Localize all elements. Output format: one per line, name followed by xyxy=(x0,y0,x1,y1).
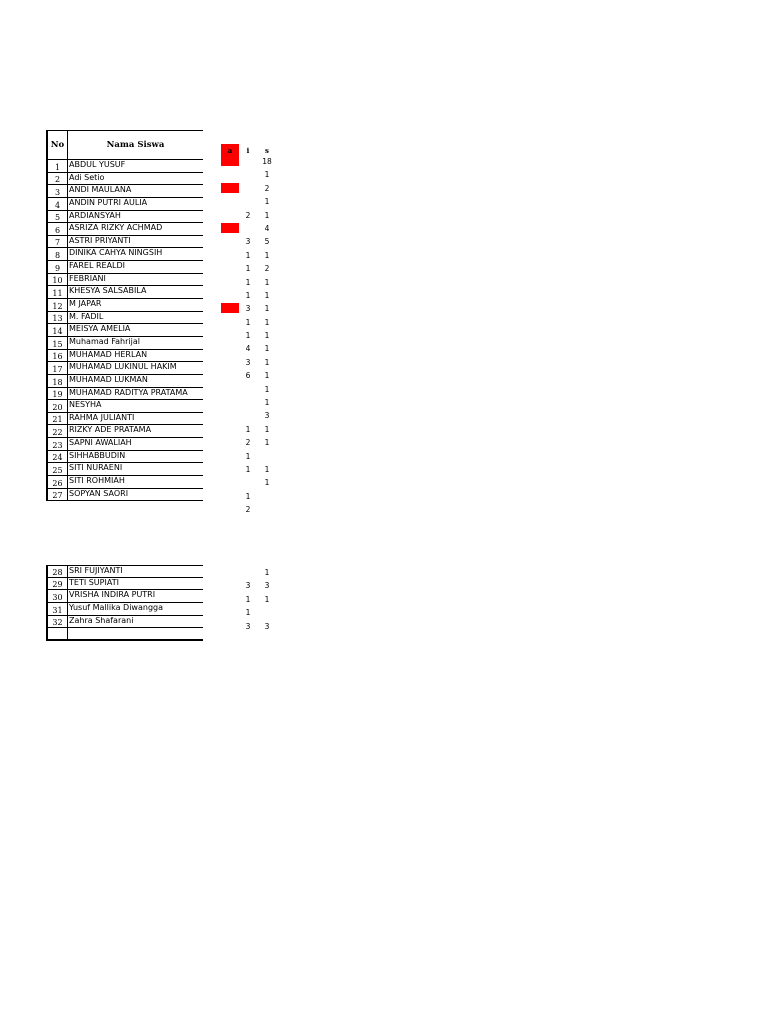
absent-mark xyxy=(221,277,239,287)
table-row xyxy=(46,350,203,363)
student-name: ARDIANSYAH xyxy=(69,210,121,220)
student-name: ANDI MAULANA xyxy=(69,185,132,195)
row-number: 26 xyxy=(48,476,68,488)
row-number: 32 xyxy=(48,616,68,628)
absent-mark xyxy=(221,250,239,260)
stats-row xyxy=(221,593,281,606)
stats-row xyxy=(221,182,281,195)
izin-count: 1 xyxy=(245,250,251,260)
stats-header-s: s xyxy=(265,146,269,155)
stats-row xyxy=(221,168,281,181)
absent-mark xyxy=(221,424,239,434)
absent-mark xyxy=(221,504,239,514)
student-name: Zahra Shafarani xyxy=(69,615,134,625)
student-name: MUHAMAD LUKMAN xyxy=(69,374,148,384)
student-name: M JAPAR xyxy=(69,299,102,309)
izin-count: 2 xyxy=(245,438,251,448)
row-number: 20 xyxy=(48,400,68,412)
row-number: 7 xyxy=(48,236,68,248)
stats-row xyxy=(221,302,281,315)
table-row xyxy=(46,261,203,274)
absent-mark xyxy=(221,210,239,220)
table-row xyxy=(46,173,203,186)
row-number: 23 xyxy=(48,438,68,450)
stats-row xyxy=(221,342,281,355)
absent-mark xyxy=(221,156,239,166)
row-number: 14 xyxy=(48,324,68,336)
row-number: 19 xyxy=(48,388,68,400)
table-row xyxy=(46,413,203,426)
row-number: 24 xyxy=(48,451,68,463)
izin-count: 1 xyxy=(245,594,251,604)
sakit-count: 18 xyxy=(262,157,272,166)
izin-count: 3 xyxy=(245,357,251,367)
sakit-count: 3 xyxy=(264,621,270,631)
sakit-count: 2 xyxy=(264,183,270,193)
row-number: 15 xyxy=(48,337,68,349)
sakit-count: 1 xyxy=(264,424,270,434)
stats-row xyxy=(221,155,281,168)
absent-mark xyxy=(221,290,239,300)
stats-row xyxy=(221,620,281,633)
table-row xyxy=(46,616,203,629)
sakit-count: 3 xyxy=(264,581,270,591)
stats-row xyxy=(221,409,281,422)
row-number: 31 xyxy=(48,603,68,615)
stats-row xyxy=(221,383,281,396)
izin-count: 1 xyxy=(245,491,251,501)
row-number: 12 xyxy=(48,299,68,311)
table-row xyxy=(46,463,203,476)
student-name: MEISYA AMELIA xyxy=(69,324,131,334)
absent-mark xyxy=(221,607,239,617)
stats-row xyxy=(221,356,281,369)
izin-count: 3 xyxy=(245,581,251,591)
stats-header xyxy=(221,143,281,155)
absent-mark xyxy=(221,580,239,590)
sakit-count: 1 xyxy=(264,384,270,394)
izin-count: 1 xyxy=(245,464,251,474)
stats-row xyxy=(221,579,281,592)
header-name: Nama Siswa xyxy=(106,140,165,150)
stats-row xyxy=(221,463,281,476)
table-row xyxy=(46,274,203,287)
row-number: 13 xyxy=(48,312,68,324)
row-number: 4 xyxy=(48,198,68,210)
student-name: RAHMA JULIANTI xyxy=(69,412,135,422)
izin-count: 3 xyxy=(245,304,251,314)
row-number: 11 xyxy=(48,286,68,298)
absent-mark xyxy=(221,437,239,447)
student-name: SITI NURAENI xyxy=(69,463,123,473)
stats-row xyxy=(221,633,281,646)
sakit-count: 1 xyxy=(264,398,270,408)
table-row xyxy=(46,438,203,451)
stats-header-i: i xyxy=(246,146,250,155)
absent-mark xyxy=(221,303,239,313)
student-name: RIZKY ADE PRATAMA xyxy=(69,425,152,435)
row-number: 17 xyxy=(48,362,68,374)
absent-mark xyxy=(221,384,239,394)
student-name: SOPYAN SAORI xyxy=(69,488,129,498)
stats-row xyxy=(221,235,281,248)
row-number: 22 xyxy=(48,425,68,437)
row-number: 6 xyxy=(48,223,68,235)
stats-row xyxy=(221,195,281,208)
row-number: 21 xyxy=(48,413,68,425)
stats-row xyxy=(221,316,281,329)
absent-mark xyxy=(221,196,239,206)
student-name: SAPNI AWALIAH xyxy=(69,438,132,448)
absent-mark xyxy=(221,634,239,644)
absent-mark xyxy=(221,410,239,420)
table-row xyxy=(46,299,203,312)
table-row xyxy=(46,198,203,211)
sakit-count: 1 xyxy=(264,331,270,341)
stats-row xyxy=(221,606,281,619)
header-no: No xyxy=(48,131,68,159)
student-name: MUHAMAD RADITYA PRATAMA xyxy=(69,387,188,397)
stats-row xyxy=(221,209,281,222)
student-name: FAREL REALDI xyxy=(69,261,126,271)
absent-mark xyxy=(221,464,239,474)
sakit-count: 1 xyxy=(264,277,270,287)
absent-mark xyxy=(221,330,239,340)
table-row xyxy=(46,603,203,616)
table-row xyxy=(46,489,203,502)
sakit-count: 1 xyxy=(264,594,270,604)
student-name: MUHAMAD LUKINUL HAKIM xyxy=(69,362,177,372)
sakit-count: 1 xyxy=(264,210,270,220)
stats-row xyxy=(221,289,281,302)
sakit-count: 1 xyxy=(264,464,270,474)
absent-mark xyxy=(221,343,239,353)
stats-row xyxy=(221,423,281,436)
table-row xyxy=(46,388,203,401)
sakit-count: 1 xyxy=(264,304,270,314)
student-name: M. FADIL xyxy=(69,311,104,321)
row-number: 3 xyxy=(48,185,68,197)
absent-mark xyxy=(221,397,239,407)
sakit-count: 1 xyxy=(264,344,270,354)
table-row xyxy=(46,628,203,641)
sakit-count: 1 xyxy=(264,290,270,300)
izin-count: 1 xyxy=(245,608,251,618)
stats-row xyxy=(221,262,281,275)
table-row xyxy=(46,337,203,350)
student-name: FEBRIANI xyxy=(69,273,106,283)
student-name xyxy=(69,628,203,639)
sakit-count: 1 xyxy=(264,438,270,448)
table-row xyxy=(46,324,203,337)
izin-count: 1 xyxy=(245,290,251,300)
row-number: 10 xyxy=(48,274,68,286)
table-row xyxy=(46,375,203,388)
student-name: NESYHA xyxy=(69,400,102,410)
table-row xyxy=(46,211,203,224)
row-number: 18 xyxy=(48,375,68,387)
student-name: SITI ROHMIAH xyxy=(69,476,125,486)
row-number: 16 xyxy=(48,350,68,362)
student-name: ABDUL YUSUF xyxy=(69,160,126,169)
absent-mark xyxy=(221,567,239,577)
absent-mark xyxy=(221,491,239,501)
izin-count: 1 xyxy=(245,424,251,434)
table-row xyxy=(46,236,203,249)
table-row xyxy=(46,425,203,438)
student-name: MUHAMAD HERLAN xyxy=(69,349,148,359)
absent-mark xyxy=(221,370,239,380)
student-name: TETI SUPIATI xyxy=(69,577,119,587)
absent-mark xyxy=(221,169,239,179)
sakit-count: 1 xyxy=(264,317,270,327)
row-number: 28 xyxy=(48,566,68,577)
absent-mark xyxy=(221,451,239,461)
student-name: ASRIZA RIZKY ACHMAD xyxy=(69,223,163,233)
stats-row xyxy=(221,329,281,342)
stats-row xyxy=(221,396,281,409)
izin-count: 1 xyxy=(245,451,251,461)
student-name: VRISHA INDIRA PUTRI xyxy=(69,590,156,600)
stats-row xyxy=(221,436,281,449)
student-name: ANDIN PUTRI AULIA xyxy=(69,197,148,207)
stats-row xyxy=(221,490,281,503)
student-name: SIHHABBUDIN xyxy=(69,450,126,460)
izin-count: 1 xyxy=(245,264,251,274)
izin-count: 2 xyxy=(245,505,251,515)
sakit-count: 4 xyxy=(264,223,270,233)
table-row xyxy=(46,400,203,413)
table-row xyxy=(46,362,203,375)
absent-mark xyxy=(221,357,239,367)
sakit-count: 1 xyxy=(264,197,270,207)
stats-row xyxy=(221,249,281,262)
student-name: KHESYA SALSABILA xyxy=(69,286,147,296)
row-number: 5 xyxy=(48,211,68,223)
row-number: 2 xyxy=(48,173,68,185)
stats-row xyxy=(221,222,281,235)
stats-row xyxy=(221,503,281,516)
attendance-stats-bottom xyxy=(221,566,281,646)
absent-mark xyxy=(221,594,239,604)
row-number: 9 xyxy=(48,261,68,273)
student-table-bottom xyxy=(46,565,203,641)
absent-mark xyxy=(221,621,239,631)
stats-row xyxy=(221,476,281,489)
izin-count: 1 xyxy=(245,331,251,341)
stats-row xyxy=(221,566,281,579)
student-name: Adi Setio xyxy=(69,172,105,182)
sakit-count: 1 xyxy=(264,250,270,260)
absent-mark xyxy=(221,263,239,273)
table-row xyxy=(46,578,203,591)
row-number: 1 xyxy=(48,160,68,172)
absent-mark xyxy=(221,183,239,193)
table-row xyxy=(46,476,203,489)
stats-row xyxy=(221,450,281,463)
sakit-count: 1 xyxy=(264,478,270,488)
row-number: 29 xyxy=(48,578,68,590)
stats-row xyxy=(221,276,281,289)
student-name: ASTRI PRIYANTI xyxy=(69,235,131,245)
izin-count: 3 xyxy=(245,237,251,247)
sakit-count: 1 xyxy=(264,371,270,381)
student-name: DINIKA CAHYA NINGSIH xyxy=(69,248,163,258)
absent-mark xyxy=(221,317,239,327)
absent-mark xyxy=(221,223,239,233)
sakit-count: 5 xyxy=(264,237,270,247)
row-number: 25 xyxy=(48,463,68,475)
stats-header-a: a xyxy=(221,144,239,156)
table-header xyxy=(46,130,203,160)
table-row xyxy=(46,286,203,299)
absent-mark xyxy=(221,477,239,487)
izin-count: 2 xyxy=(245,210,251,220)
table-row xyxy=(46,248,203,261)
sakit-count: 1 xyxy=(264,357,270,367)
sakit-count: 1 xyxy=(264,170,270,180)
izin-count: 1 xyxy=(245,317,251,327)
table-row xyxy=(46,160,203,173)
izin-count: 3 xyxy=(245,621,251,631)
table-row xyxy=(46,565,203,578)
table-row xyxy=(46,223,203,236)
table-row xyxy=(46,590,203,603)
izin-count: 1 xyxy=(245,277,251,287)
row-number xyxy=(48,628,68,639)
student-name: Yusuf Mallika Diwangga xyxy=(69,602,164,612)
izin-count: 6 xyxy=(245,371,251,381)
table-row xyxy=(46,312,203,325)
row-number: 30 xyxy=(48,590,68,602)
student-name: Muhamad Fahrijal xyxy=(69,336,140,346)
sakit-count: 1 xyxy=(264,568,270,577)
stats-row xyxy=(221,369,281,382)
student-table-top xyxy=(46,130,203,501)
table-row xyxy=(46,451,203,464)
sakit-count: 3 xyxy=(264,411,270,421)
row-number: 8 xyxy=(48,248,68,260)
row-number: 27 xyxy=(48,489,68,501)
attendance-stats-top xyxy=(221,143,281,517)
student-name: SRI FUJIYANTI xyxy=(69,566,123,575)
izin-count: 4 xyxy=(245,344,251,354)
table-row xyxy=(46,185,203,198)
sakit-count: 2 xyxy=(264,264,270,274)
absent-mark xyxy=(221,236,239,246)
